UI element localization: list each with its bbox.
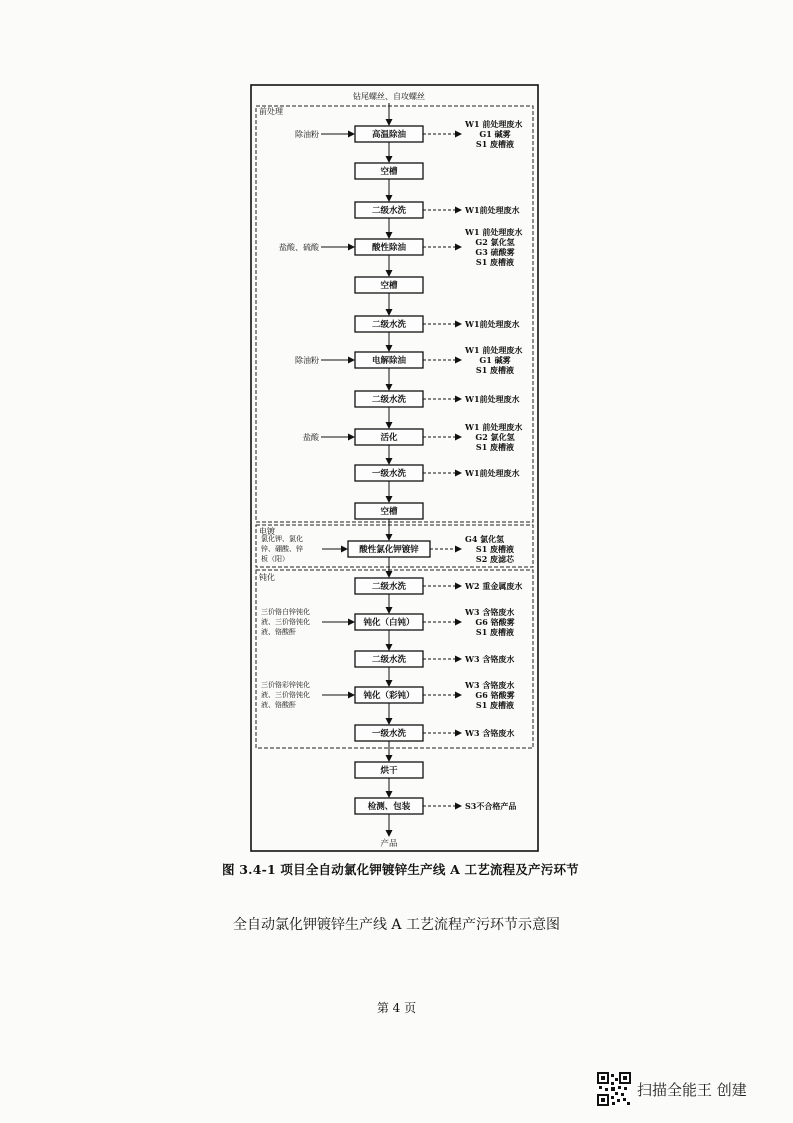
pollutant-label: S3不合格产品 — [465, 801, 517, 811]
pollutant-label: G1 碱雾 — [479, 129, 511, 139]
final-product-label: 产品 — [380, 839, 398, 849]
input-chemical-line: 三价铬白锌钝化 — [261, 608, 310, 616]
pollutant-label: S1 废槽液 — [475, 627, 515, 637]
pollutant-output — [423, 319, 520, 329]
pollutant-output — [423, 801, 516, 811]
input-chemical — [279, 242, 354, 252]
process-step-14 — [355, 614, 423, 630]
pollutant-label: S1 废槽液 — [475, 700, 515, 710]
pollutant-label: S1 废槽液 — [475, 257, 515, 267]
pollutant-output — [423, 468, 520, 478]
pollutant-output — [423, 680, 515, 710]
input-chemical — [261, 607, 354, 636]
process-step-label: 酸性氯化钾镀锌 — [359, 545, 419, 555]
process-step-2 — [355, 163, 423, 179]
pollutant-label: S1 废槽液 — [475, 365, 515, 375]
input-chemical — [261, 534, 347, 563]
passivation-label: 钝化 — [259, 573, 275, 582]
process-step-label: 一级水洗 — [371, 469, 407, 479]
input-chemical-line: 三价铬彩锌钝化 — [261, 681, 310, 689]
process-step-label: 高温除油 — [371, 130, 407, 140]
pollutant-label: S1 废槽液 — [475, 139, 515, 149]
process-step-18 — [355, 762, 423, 778]
process-step-label: 空槽 — [380, 281, 398, 291]
process-step-4 — [355, 239, 423, 255]
input-chemical-line: 液、三价铬钝化 — [261, 618, 310, 626]
process-step-label: 活化 — [380, 433, 398, 443]
pollutant-label: G2 氯化氢 — [475, 237, 515, 247]
input-chemical-line: 液、铬酸酐 — [261, 628, 296, 636]
pollutant-output — [430, 534, 515, 564]
pollutant-label: W1 前处理废水 — [465, 345, 523, 355]
process-step-10 — [355, 465, 423, 481]
pollutant-output — [423, 227, 522, 267]
pollutant-label: W2 重金属废水 — [465, 581, 523, 591]
pollutant-output — [423, 728, 514, 738]
pollutant-output — [423, 394, 520, 404]
process-step-12 — [348, 541, 430, 557]
pollutant-label: G2 氯化氢 — [475, 432, 515, 442]
pollutant-label: S2 废滤芯 — [475, 554, 515, 564]
process-step-17 — [355, 725, 423, 741]
process-step-8 — [355, 391, 423, 407]
process-step-3 — [355, 202, 423, 218]
input-chemical-line: 板（阳） — [261, 555, 289, 563]
qr-code-icon — [597, 1072, 631, 1106]
pollutant-label: G3 硫酸雾 — [475, 247, 515, 257]
process-step-9 — [355, 429, 423, 445]
process-step-label: 空槽 — [380, 507, 398, 517]
input-chemical-label: 盐酸、硫酸 — [279, 243, 319, 252]
process-step-label: 二级水洗 — [371, 395, 407, 405]
process-step-label: 一级水洗 — [371, 729, 407, 739]
pollutant-output — [423, 119, 522, 149]
page-number: 第 4 页 — [376, 1001, 417, 1015]
process-step-19 — [355, 798, 423, 814]
pollutant-label: W1前处理废水 — [465, 468, 520, 478]
diagram-title: 全自动氯化钾镀锌生产线 A 工艺流程产污环节示意图 — [232, 917, 560, 933]
pollutant-label: W3 含铬废水 — [465, 654, 515, 664]
pollutant-label: G4 氯化氢 — [465, 534, 505, 544]
pollutant-output — [423, 607, 515, 637]
input-chemical-line: 液、三价铬钝化 — [261, 691, 310, 699]
pretreatment-label: 前处理 — [259, 107, 283, 116]
input-chemical-label: 除油粉 — [295, 130, 319, 139]
pollutant-label: S1 废槽液 — [475, 544, 515, 554]
pollutant-label: W1前处理废水 — [465, 394, 520, 404]
process-step-label: 电解除油 — [371, 356, 407, 366]
pollutant-label: G6 铬酸雾 — [475, 617, 515, 627]
process-step-label: 二级水洗 — [371, 582, 407, 592]
process-step-15 — [355, 651, 423, 667]
process-step-6 — [355, 316, 423, 332]
input-material-label: 钻尾螺丝、自攻螺丝 — [353, 92, 425, 101]
pollutant-output — [423, 422, 522, 452]
pollutant-label: W1前处理废水 — [465, 205, 520, 215]
pollutant-label: S1 废槽液 — [475, 442, 515, 452]
pollutant-output — [423, 654, 514, 664]
process-step-label: 二级水洗 — [371, 655, 407, 665]
process-step-16 — [355, 687, 423, 703]
process-step-label: 钝化（彩钝） — [363, 691, 415, 701]
input-chemical-label: 除油粉 — [295, 356, 319, 365]
process-step-13 — [355, 578, 423, 594]
figure-caption: 图 3.4-1 项目全自动氯化钾镀锌生产线 A 工艺流程及产污环节 — [222, 862, 579, 877]
input-chemical — [303, 432, 354, 442]
watermark-text: 扫描全能王 创建 — [637, 1080, 747, 1099]
pollutant-label: W3 含铬废水 — [465, 607, 515, 617]
pollutant-label: G6 铬酸雾 — [475, 690, 515, 700]
pollutant-label: W1 前处理废水 — [465, 227, 523, 237]
process-step-1 — [355, 126, 423, 142]
input-chemical-line: 锌、硼酸、锌 — [261, 545, 303, 553]
process-step-label: 检测、包装 — [367, 802, 411, 812]
pollutant-label: G1 碱雾 — [479, 355, 511, 365]
pollutant-label: W1 前处理废水 — [465, 422, 523, 432]
process-step-label: 二级水洗 — [371, 320, 407, 330]
pollutant-label: W3 含铬废水 — [465, 680, 515, 690]
process-step-label: 空槽 — [380, 167, 398, 177]
pollutant-label: W1 前处理废水 — [465, 119, 523, 129]
process-step-label: 二级水洗 — [371, 206, 407, 216]
input-chemical — [295, 129, 354, 139]
process-step-label: 烘干 — [380, 766, 398, 776]
pollutant-output — [423, 345, 522, 375]
input-chemical-line: 氯化钾、氯化 — [261, 535, 303, 543]
pollutant-label: W1前处理废水 — [465, 319, 520, 329]
input-chemical-label: 盐酸 — [303, 433, 319, 442]
input-chemical — [295, 355, 354, 365]
plating-label: 电镀 — [259, 527, 275, 536]
scanner-watermark — [597, 1072, 747, 1106]
input-chemical-line: 液、铬酸酐 — [261, 701, 296, 709]
process-step-label: 钝化（白钝） — [363, 618, 415, 628]
pollutant-label: W3 含铬废水 — [465, 728, 515, 738]
process-step-label: 酸性除油 — [371, 243, 407, 253]
process-step-5 — [355, 277, 423, 293]
input-chemical — [261, 680, 354, 709]
process-step-11 — [355, 503, 423, 519]
pollutant-output — [423, 581, 522, 591]
process-step-7 — [355, 352, 423, 368]
pollutant-output — [423, 205, 520, 215]
